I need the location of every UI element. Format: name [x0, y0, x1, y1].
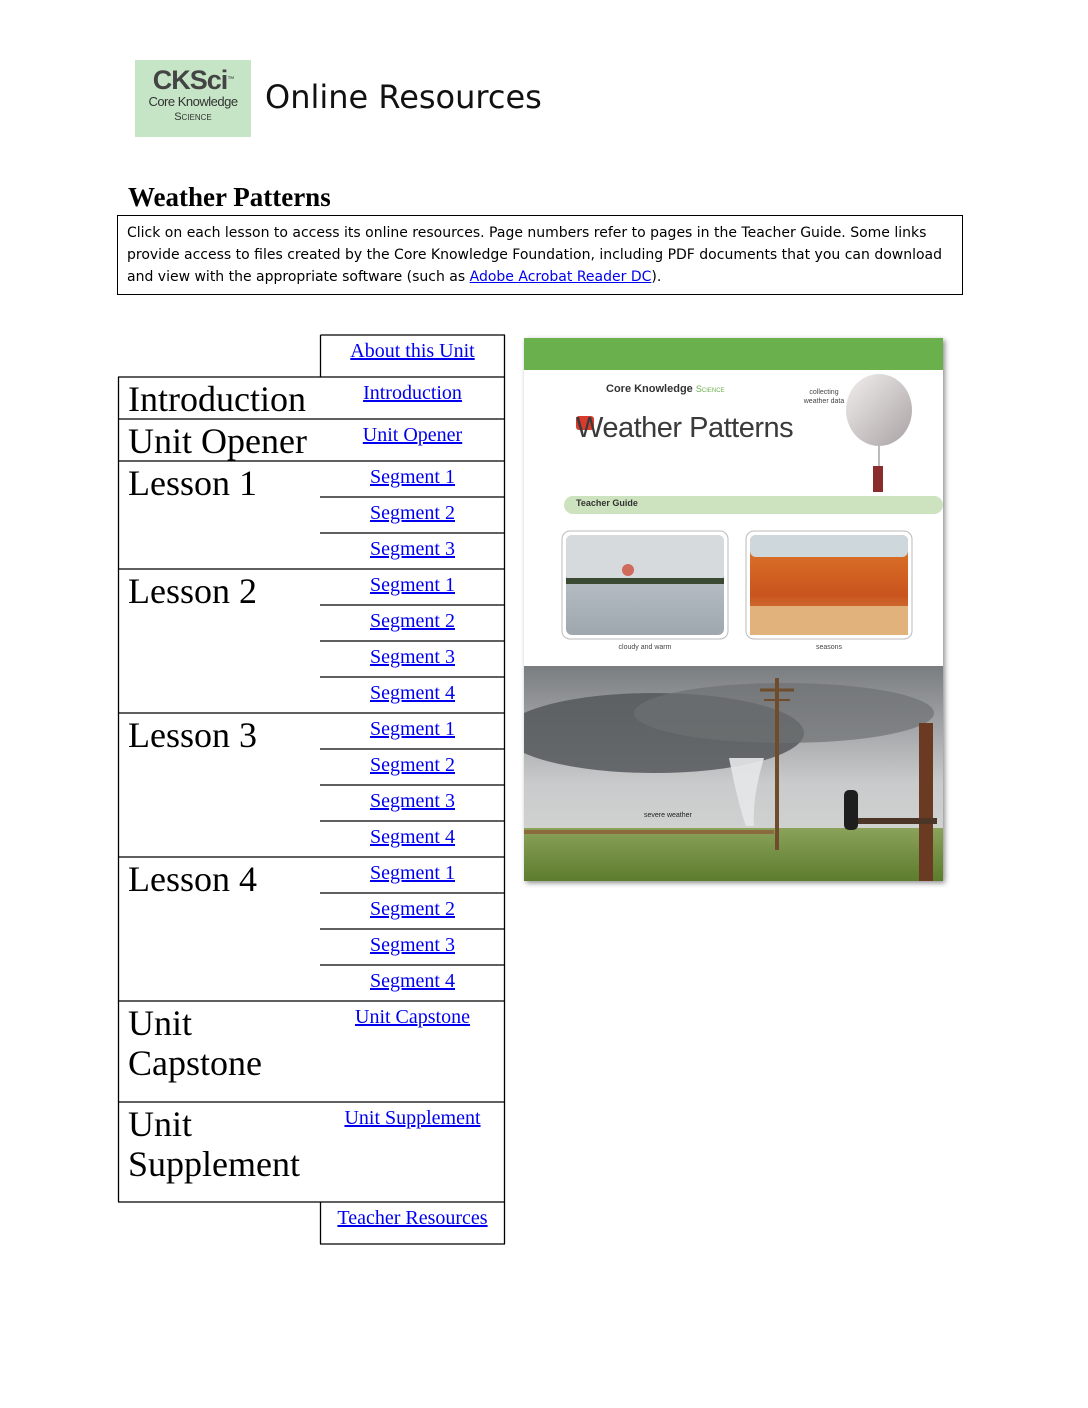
- lesson1-seg2-cell: [321, 497, 504, 525]
- lesson3-label: Lesson 3: [128, 715, 257, 755]
- unit-supplement-link[interactable]: Unit Supplement: [344, 1107, 481, 1129]
- balloon-caption: collecting weather data: [803, 389, 845, 405]
- jumping-person: [622, 564, 634, 576]
- intro-box: [117, 215, 963, 295]
- lesson4-segment2-link[interactable]: Segment 2: [370, 898, 455, 920]
- lesson1-segment3-link[interactable]: Segment 3: [370, 538, 455, 560]
- capstone-label-line2: Capstone: [128, 1043, 262, 1083]
- introduction-link[interactable]: Introduction: [363, 382, 462, 404]
- introduction-label: Introduction: [128, 379, 306, 419]
- balloon-person: [873, 466, 883, 492]
- ckscience-logo: [135, 60, 251, 137]
- supplement-label-line2: Supplement: [128, 1144, 300, 1184]
- cover-top-band: [524, 338, 943, 370]
- lesson2-segment2-link[interactable]: Segment 2: [370, 610, 455, 632]
- cover-title: Weather Patterns: [576, 412, 794, 444]
- lesson4-segment4-link[interactable]: Segment 4: [370, 970, 455, 992]
- lesson1-seg1-cell: [321, 461, 504, 489]
- lesson2-seg4-cell: [321, 677, 504, 705]
- lesson1-segment2-link[interactable]: Segment 2: [370, 502, 455, 524]
- unit-opener-cell: [321, 419, 504, 447]
- balloon-shape: [846, 374, 912, 446]
- lesson3-segment4-link[interactable]: Segment 4: [370, 826, 455, 848]
- capstone-label: [118, 1001, 320, 1083]
- lesson3-segment3-link[interactable]: Segment 3: [370, 790, 455, 812]
- cover-brand-name: Core Knowledge: [606, 383, 693, 395]
- teacher-resources-cell: [321, 1202, 504, 1230]
- unit-capstone-link[interactable]: Unit Capstone: [355, 1006, 470, 1028]
- lesson4-seg4-cell: [321, 965, 504, 993]
- lesson3-seg2-cell: [321, 749, 504, 777]
- unit-opener-link[interactable]: Unit Opener: [362, 424, 463, 446]
- capstone-label-line1: Unit: [128, 1003, 193, 1043]
- intro-text-end: ).: [651, 269, 662, 285]
- cover-brand: [606, 383, 725, 395]
- photo3-caption: severe weather: [644, 812, 692, 819]
- about-cell: [321, 335, 504, 363]
- lesson2-seg1-cell: [321, 569, 504, 597]
- unit-opener-label: Unit Opener: [128, 421, 307, 461]
- lesson3-segment1-link[interactable]: Segment 1: [370, 718, 455, 740]
- lesson4-segment3-link[interactable]: Segment 3: [370, 934, 455, 956]
- lesson2-segment4-link[interactable]: Segment 4: [370, 682, 455, 704]
- lesson4-seg2-cell: [321, 893, 504, 921]
- cover-brand-suffix: Science: [695, 384, 725, 394]
- intro-text: Click on each lesson to access its online resources. Page numbers refer to pages in the Teacher Guide. Some links provide access to files created by the Core Knowledge Foundation, including PDF documents that you can download and view with the appropriate software (such as: [127, 225, 943, 285]
- lesson4-label: Lesson 4: [128, 859, 257, 899]
- supplement-label: [118, 1102, 320, 1184]
- photo2-caption: seasons: [815, 644, 843, 651]
- about-unit-link[interactable]: About this Unit: [350, 340, 475, 362]
- lesson3-seg4-cell: [321, 821, 504, 849]
- lesson2-segment3-link[interactable]: Segment 3: [370, 646, 455, 668]
- teacher-guide-cover: [524, 338, 943, 881]
- unit-title: Weather Patterns: [128, 182, 331, 212]
- logo-line3: Science: [174, 111, 212, 123]
- lesson2-label: Lesson 2: [128, 571, 257, 611]
- supplement-label-line1: Unit: [128, 1104, 193, 1144]
- lesson1-segment1-link[interactable]: Segment 1: [370, 466, 455, 488]
- logo-line2: Core Knowledge: [148, 94, 238, 109]
- lesson3-seg1-cell: [321, 713, 504, 741]
- logo-tm: ™: [227, 76, 234, 83]
- lesson4-seg1-cell: [321, 857, 504, 885]
- lesson2-segment1-link[interactable]: Segment 1: [370, 574, 455, 596]
- teacher-guide-label: Teacher Guide: [576, 498, 638, 508]
- page-header-title: Online Resources: [265, 78, 542, 116]
- lesson2-seg2-cell: [321, 605, 504, 633]
- logo-line1: CKSci: [152, 65, 228, 95]
- teacher-resources-link[interactable]: Teacher Resources: [337, 1207, 488, 1229]
- fence-post: [919, 723, 933, 881]
- introduction-cell: [321, 377, 504, 405]
- lesson1-seg3-cell: [321, 533, 504, 561]
- photo1-caption: cloudy and warm: [618, 644, 672, 651]
- lesson3-segment2-link[interactable]: Segment 2: [370, 754, 455, 776]
- lesson1-label: Lesson 1: [128, 463, 257, 503]
- lesson3-seg3-cell: [321, 785, 504, 813]
- adobe-reader-link[interactable]: Adobe Acrobat Reader DC: [469, 269, 652, 285]
- capstone-cell: [321, 1001, 504, 1029]
- lesson4-segment1-link[interactable]: Segment 1: [370, 862, 455, 884]
- supplement-cell: [321, 1102, 504, 1130]
- lesson4-seg3-cell: [321, 929, 504, 957]
- lesson2-seg3-cell: [321, 641, 504, 669]
